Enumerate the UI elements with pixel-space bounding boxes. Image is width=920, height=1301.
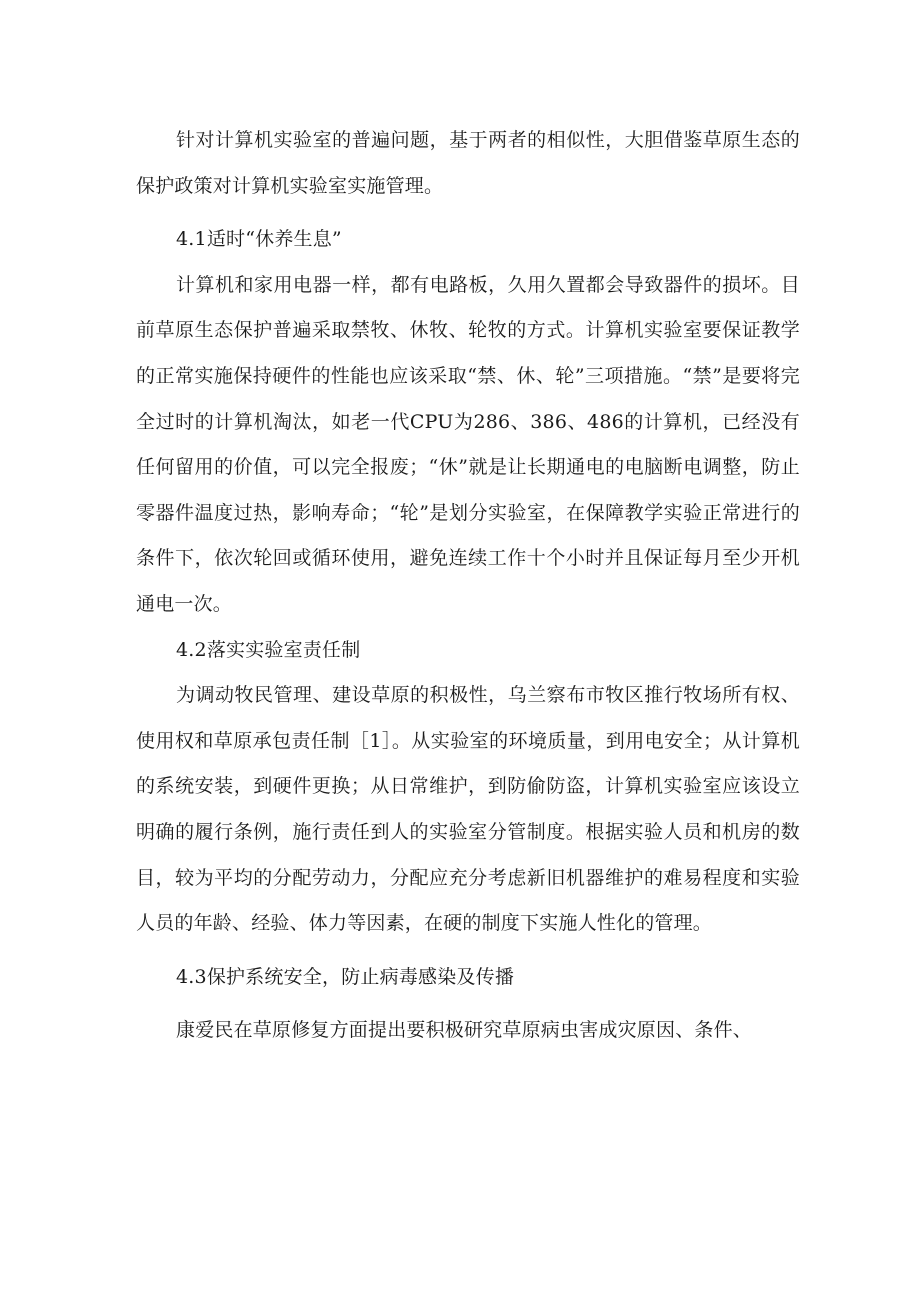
paragraph-intro: 针对计算机实验室的普遍问题，基于两者的相似性，大胆借鉴草原生态的保护政策对计算机实验室实施管理。 bbox=[136, 129, 800, 197]
document-body bbox=[136, 118, 800, 1054]
section-heading-4-3: 4.3保护系统安全，防止病毒感染及传播 bbox=[176, 965, 515, 988]
paragraph-rest-measures: 计算机和家用电器一样，都有电路板，久用久置都会导致器件的损坏。目前草原生态保护普遍采取禁牧、休牧、轮牧的方式。计算机实验室要保证教学的正常实施保持硬件的性能也应该采取“禁、休、轮”三项措施。“禁”是要将完全过时的计算机淘汰，如老一代CPU为286、386、486的计算机，已经没有任何留用的价值，可以完全报废；“休”就是让长期通电的电脑断电调整，防止零器件温度过热，影响寿命；“轮”是划分实验室，在保障教学实验正常进行的条件下，依次轮回或循环使用，避免连续工作十个小时并且保证每月至少开机通电一次。 bbox=[136, 273, 800, 615]
section-heading-4-2: 4.2落实实验室责任制 bbox=[176, 638, 361, 661]
paragraph-virus-protection: 康爱民在草原修复方面提出要积极研究草原病虫害成灾原因、条件、 bbox=[176, 1019, 753, 1042]
section-heading-4-1: 4.1适时“休养生息” bbox=[176, 228, 342, 251]
paragraph-responsibility: 为调动牧民管理、建设草原的积极性，乌兰察布市牧区推行牧场所有权、使用权和草原承包责任制［1］。从实验室的环境质量，到用电安全；从计算机的系统安装，到硬件更换；从日常维护，到防偷防盗，计算机实验室应该设立明确的履行条例，施行责任到人的实验室分管制度。根据实验人员和机房的数目，较为平均的分配劳动力，分配应充分考虑新旧机器维护的难易程度和实验人员的年龄、经验、体力等因素，在硬的制度下实施人性化的管理。 bbox=[136, 684, 800, 935]
